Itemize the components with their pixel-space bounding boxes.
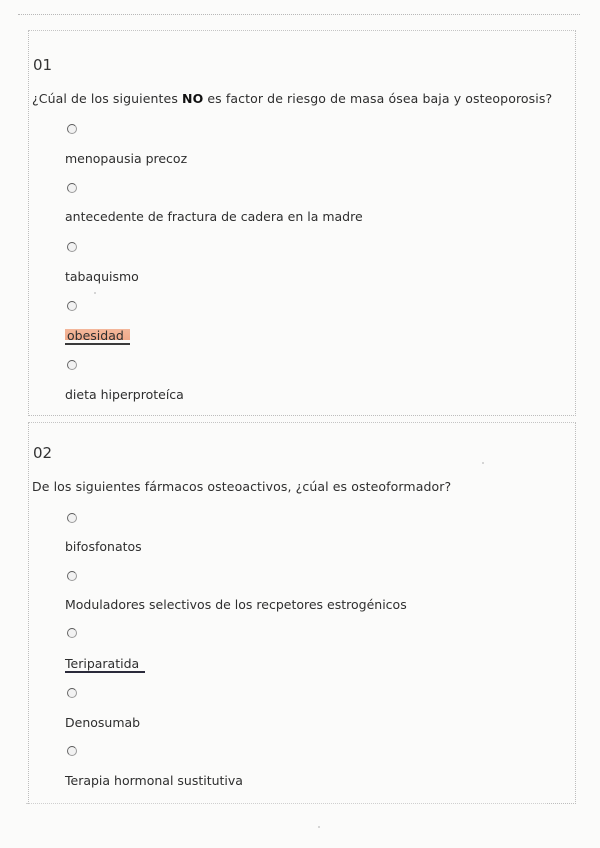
question-text: De los siguientes fármacos osteoactivos, ¿cúal es osteoformador?: [32, 479, 452, 494]
option-label-bifosfonatos[interactable]: bifosfonatos: [65, 539, 142, 554]
scan-speck: [318, 826, 320, 828]
question-text: [32, 91, 552, 106]
option-radio-teriparatida[interactable]: [67, 628, 77, 638]
scan-speck: [94, 292, 96, 294]
question-text-part: es factor de riesgo de masa ósea baja y osteoporosis?: [203, 91, 553, 106]
question-number: 01: [33, 56, 53, 74]
option-label-terapia[interactable]: Terapia hormonal sustitutiva: [65, 773, 243, 788]
option-label-teriparatida[interactable]: [65, 656, 145, 671]
option-label-antecedente[interactable]: antecedente de fractura de cadera en la madre: [65, 209, 363, 224]
page-bottom-edge: [26, 803, 546, 804]
question-number: 02: [33, 444, 53, 462]
option-radio-terapia[interactable]: [67, 746, 77, 756]
option-radio-dieta[interactable]: [67, 360, 77, 370]
question-text-bold: NO: [182, 91, 204, 106]
question-card-2: [28, 422, 576, 804]
option-label-menopausia[interactable]: menopausia precoz: [65, 151, 188, 166]
option-label-obesidad[interactable]: [65, 328, 130, 343]
option-radio-obesidad[interactable]: [67, 301, 77, 311]
scan-speck: [482, 462, 484, 464]
option-radio-antecedente[interactable]: [67, 183, 77, 193]
option-radio-moduladores[interactable]: [67, 571, 77, 581]
option-label-denosumab[interactable]: Denosumab: [65, 715, 141, 730]
question-text-part: ¿Cúal de los siguientes: [32, 91, 183, 106]
option-radio-denosumab[interactable]: [67, 688, 77, 698]
option-radio-menopausia[interactable]: [67, 124, 77, 134]
option-radio-tabaquismo[interactable]: [67, 242, 77, 252]
highlight-mark: obesidad: [65, 328, 130, 345]
option-label-tabaquismo[interactable]: tabaquismo: [65, 269, 139, 284]
underline-mark: Teriparatida: [65, 656, 145, 673]
option-label-moduladores[interactable]: Moduladores selectivos de los recpetores estrogénicos: [65, 597, 407, 612]
page-top-edge: [18, 14, 580, 15]
option-label-dieta[interactable]: dieta hiperproteíca: [65, 387, 184, 402]
question-card-1: [28, 30, 576, 416]
option-radio-bifosfonatos[interactable]: [67, 513, 77, 523]
